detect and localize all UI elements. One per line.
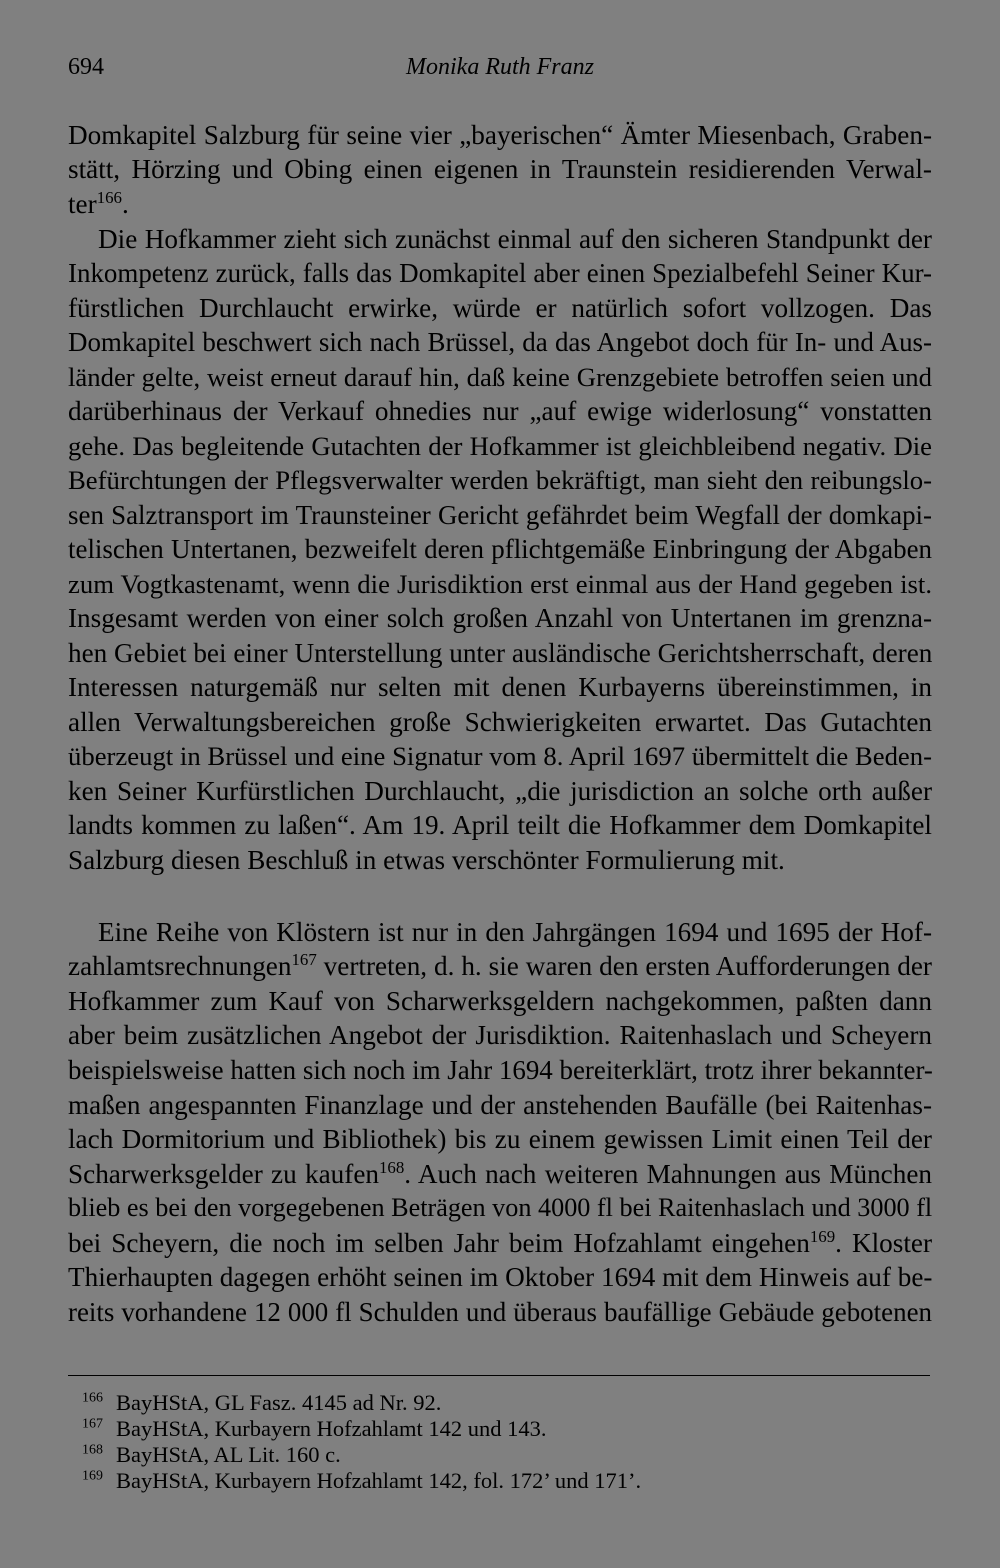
footnote-rule <box>68 1375 930 1376</box>
footnote-reference: 168 <box>379 1157 405 1177</box>
text-line: Hofkammer zum Kauf von Scharwerksgeldern nachgekommen, paßten dann <box>68 986 932 1016</box>
footnote-number: 167 <box>82 1416 103 1432</box>
text-line: darüberhinaus der Verkauf ohnedies nur „auf ewige widerlosung“ vonstatten <box>68 396 932 426</box>
text-line: Eine Reihe von Klöstern ist nur in den Jahrgängen 1694 und 1695 der Hof- <box>98 917 932 947</box>
text-line: allen Verwaltungsbereichen große Schwierigkeiten erwartet. Das Gutachten <box>68 707 932 737</box>
page-number: 694 <box>68 54 104 80</box>
text-line: ken Seiner Kurfürstlichen Durchlaucht, „die jurisdiction an solche orth außer <box>68 776 932 806</box>
footnote-number: 166 <box>82 1390 103 1406</box>
text-line: hen Gebiet bei einer Unterstellung unter ausländische Gerichtsherrschaft, deren <box>68 638 933 668</box>
text-line: lach Dormitorium und Bibliothek) bis zu einem gewissen Limit einen Teil der <box>68 1124 932 1154</box>
running-title: Monika Ruth Franz <box>406 54 594 80</box>
text-line: fürstlichen Durchlaucht erwirke, würde er natürlich sofort vollzogen. Das <box>68 293 932 323</box>
footnote-text: BayHStA, AL Lit. 160 c. <box>116 1442 341 1467</box>
text-line: Thierhaupten dagegen erhöht seinen im Oktober 1694 mit dem Hinweis auf be- <box>68 1262 933 1292</box>
footnote-text: BayHStA, GL Fasz. 4145 ad Nr. 92. <box>116 1390 442 1415</box>
text-line: reits vorhandene 12 000 fl Schulden und überaus baufällige Gebäude gebotenen <box>68 1297 932 1327</box>
text-line: Die Hofkammer zieht sich zunächst einmal auf den sicheren Standpunkt der <box>98 224 932 254</box>
text-line: Befürchtungen der Pflegsverwalter werden bekräftigt, man sieht den reibungslo- <box>68 465 932 495</box>
text-line: stätt, Hörzing und Obing einen eigenen in Traunstein residierenden Verwal- <box>68 154 932 184</box>
footnote-reference: 167 <box>291 949 317 969</box>
text-line: telischen Untertanen, bezweifelt deren pflichtgemäße Einbringung der Abgaben <box>68 534 932 564</box>
text-line: blieb es bei den vorgegebenen Beträgen von 4000 fl bei Raitenhaslach und 3000 fl <box>68 1193 933 1222</box>
text-line: Interessen naturgemäß nur selten mit denen Kurbayerns übereinstimmen, in <box>68 672 932 702</box>
footnote-text: BayHStA, Kurbayern Hofzahlamt 142 und 143. <box>116 1416 547 1441</box>
footnote <box>82 1442 341 1468</box>
footnote <box>82 1468 641 1494</box>
footnote-reference: 169 <box>809 1226 836 1246</box>
footnote <box>82 1390 441 1416</box>
text-line: beispielsweise hatten sich noch im Jahr 1694 bereiterklärt, trotz ihrer bekannter- <box>68 1055 933 1085</box>
footnote <box>82 1416 547 1442</box>
text-line: bei Scheyern, die noch im selben Jahr beim Hofzahlamt eingehen$^{169}$. Kloster <box>68 1226 932 1258</box>
text-line: Insgesamt werden von einer solch großen Anzahl von Untertanen im grenzna- <box>68 603 932 633</box>
text-line: länder gelte, weist erneut darauf hin, daß keine Grenzgebiete betroffen seien und <box>68 362 932 392</box>
text-line: Scharwerksgelder zu kaufen$^{168}$. Auch nach weiteren Mahnungen aus München <box>68 1157 932 1189</box>
footnote-reference: 166 <box>96 187 122 207</box>
footnote-number: 169 <box>82 1468 103 1484</box>
text-line: aber beim zusätzlichen Angebot der Jurisdiktion. Raitenhaslach und Scheyern <box>68 1020 932 1050</box>
text-line: ter$^{166}$. <box>68 187 129 219</box>
text-line: Domkapitel Salzburg für seine vier „bayerischen“ Ämter Miesenbach, Graben- <box>68 120 932 150</box>
text-line: sen Salztransport im Traunsteiner Gericht gefährdet beim Wegfall der domkapi- <box>68 500 932 530</box>
text-line: maßen angespannten Finanzlage und der anstehenden Baufälle (bei Raitenhas- <box>68 1090 932 1120</box>
text-line: gehe. Das begleitende Gutachten der Hofkammer ist gleichbleibend negativ. Die <box>68 431 932 461</box>
text-line: landts kommen zu laßen“. Am 19. April teilt die Hofkammer dem Domkapitel <box>68 810 932 840</box>
text-line: überzeugt in Brüssel und eine Signatur vom 8. April 1697 übermittelt die Beden- <box>68 741 932 771</box>
footnote-number: 168 <box>82 1442 103 1458</box>
text-line: Domkapitel beschwert sich nach Brüssel, da das Angebot doch für In- und Aus- <box>68 327 932 357</box>
text-line: zum Vogtkastenamt, wenn die Jurisdiktion erst einmal aus der Hand gegeben ist. <box>68 569 932 599</box>
text-line: Salzburg diesen Beschluß in etwas verschönter Formulierung mit. <box>68 845 785 875</box>
text-line: zahlamtsrechnungen$^{167}$ vertreten, d. h. sie waren den ersten Aufforderungen der <box>68 949 932 981</box>
text-line: Inkompetenz zurück, falls das Domkapitel aber einen Spezialbefehl Seiner Kur- <box>68 258 932 288</box>
footnote-text: BayHStA, Kurbayern Hofzahlamt 142, fol. 172’ und 171’. <box>116 1468 642 1493</box>
